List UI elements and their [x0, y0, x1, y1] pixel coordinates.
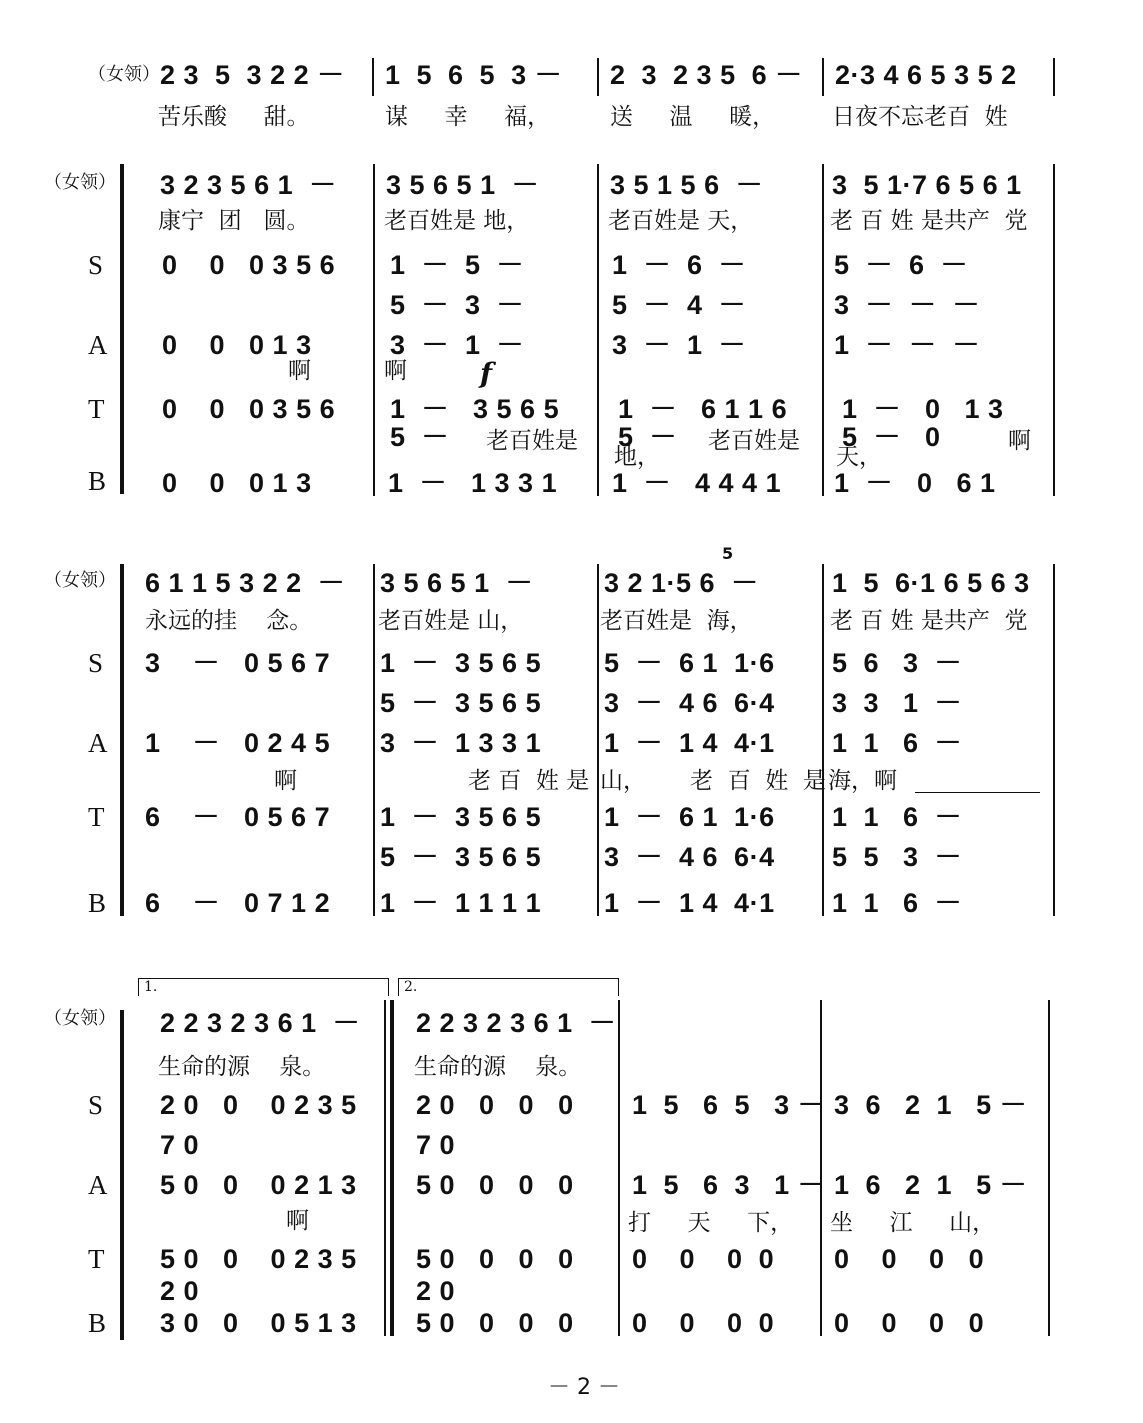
bass-notes: 0 0 0 1 3 [162, 468, 312, 498]
lyric: 送 温 暖， [610, 104, 776, 130]
voice-label-soprano: S [88, 250, 104, 280]
soprano-divisi-notes: 3 － － － [834, 290, 981, 320]
voice-label-bass: B [88, 1308, 107, 1338]
lead-lyric: 老百姓是 海， [600, 608, 753, 634]
bass-notes: 5 0 0 0 0 [416, 1308, 574, 1338]
bass-notes: 1 － 1 4 4·1 [604, 888, 775, 918]
lead-label: （女领） [88, 64, 160, 85]
voice-label-bass: B [88, 888, 107, 918]
alto-notes: 3 － 1 － [390, 330, 525, 360]
tenor-divisi-notes: 5 － [618, 422, 678, 452]
soprano-notes: 1 － 3 5 6 5 [380, 648, 542, 678]
tenor-lyric: 老百姓是 [708, 428, 800, 454]
alto-notes: 5 0 0 0 0 [416, 1170, 574, 1200]
bass-notes: 3 0 0 0 5 1 3 [160, 1308, 357, 1338]
alto-notes: 3 － 1 3 3 1 [380, 728, 542, 758]
lead-notes: 6 1 1 5 3 2 2 － [145, 568, 346, 598]
alto-lyric: 坐 江 山， [830, 1210, 996, 1236]
voice-label-soprano: S [88, 648, 104, 678]
soprano-notes: 2 0 0 0 2 3 5 [160, 1090, 357, 1120]
tenor-notes: 0 0 0 3 5 6 [162, 394, 336, 424]
soprano-notes: 5 － 6 1 1·6 [604, 648, 775, 678]
lead-label: （女领） [44, 172, 116, 193]
tenor-notes: 5 0 0 0 2 3 5 [160, 1244, 357, 1274]
voice-label-bass: B [88, 466, 107, 496]
voice-label-soprano: S [88, 1090, 104, 1120]
tenor-notes: 0 0 0 0 [834, 1244, 985, 1274]
tenor-divisi-notes: 2 0 [160, 1276, 200, 1306]
lead-notes: 3 5 1·7 6 5 6 1 [832, 170, 1022, 200]
tenor-lyric: 天， [836, 444, 882, 470]
tenor-divisi-notes: 3 － 4 6 6·4 [604, 842, 775, 872]
tenor-notes: 1 － 6 1 1 6 [618, 394, 788, 424]
alto-notes: 1 － 0 2 4 5 [145, 728, 331, 758]
tenor-notes: 1 － 6 1 1·6 [604, 802, 775, 832]
bass-notes: 0 0 0 0 [834, 1308, 985, 1338]
measure-notes: 2·3 4 6 5 3 5 2 [835, 60, 1017, 90]
tenor-divisi-notes: 5 － [390, 422, 450, 452]
system-bracket [120, 164, 124, 494]
bass-notes: 1 － 0 6 1 [834, 468, 996, 498]
tenor-divisi-notes: 5 5 3 － [832, 842, 963, 872]
voice-label-tenor: T [88, 394, 105, 424]
tenor-lyric: 啊 [1008, 428, 1031, 454]
alto-notes: 1 － 1 4 4·1 [604, 728, 775, 758]
lyric: 日夜不忘老百 姓 [832, 104, 1008, 130]
soprano-notes: 5 6 3 － [832, 648, 963, 678]
volta-1: 1. [144, 979, 158, 995]
tenor-notes: 1 － 3 5 6 5 [380, 802, 542, 832]
lead-lyric: 生命的源 泉。 [158, 1054, 326, 1080]
lead-notes: 3 5 6 5 1 － [386, 170, 540, 200]
lead-lyric: 老百姓是 地， [384, 208, 530, 234]
alto-lyric: 打 天 下， [628, 1210, 794, 1236]
alto-lyric: 啊 [274, 768, 297, 794]
soprano-notes: 0 0 0 3 5 6 [162, 250, 336, 280]
tenor-lyric: 老百姓是 [486, 428, 578, 454]
tenor-notes: 1 1 6 － [832, 802, 963, 832]
tenor-divisi-notes: 5 － 3 5 6 5 [380, 842, 542, 872]
tenor-notes: 0 0 0 0 [632, 1244, 775, 1274]
soprano-divisi-notes: 7 0 [160, 1130, 200, 1160]
soprano-notes: 3 6 2 1 5 － [834, 1090, 1028, 1120]
lead-notes: 3 2 1·5 6 － [604, 568, 759, 598]
voice-label-alto: A [88, 1170, 108, 1200]
soprano-divisi-notes: 5 － 3 － [390, 290, 525, 320]
measure-notes: 1 5 6 5 3 － [385, 60, 563, 90]
tenor-notes: 1 － 0 1 3 [842, 394, 1004, 424]
soprano-divisi-notes: 7 0 [416, 1130, 456, 1160]
soprano-notes: 2 0 0 0 0 [416, 1090, 574, 1120]
system-bracket [120, 1010, 124, 1340]
dynamic-forte: f [480, 357, 493, 390]
lead-lyric: 老百姓是 天， [608, 208, 754, 234]
alto-lyric: 啊 [288, 358, 311, 384]
lead-label: （女领） [44, 1008, 116, 1029]
alto-notes: 1 6 2 1 5 － [834, 1170, 1028, 1200]
measure-notes: 2 3 2 3 5 6 － [610, 60, 803, 90]
voice-label-alto: A [88, 728, 108, 758]
volta-2: 2. [404, 979, 418, 995]
lead-label: （女领） [44, 570, 116, 591]
tenor-lyric: 地， [614, 444, 660, 470]
tenor-divisi-notes: 2 0 [416, 1276, 456, 1306]
soprano-divisi-notes: 3 3 1 － [832, 688, 963, 718]
bass-notes: 0 0 0 0 [632, 1308, 775, 1338]
bass-notes: 1 － 1 1 1 1 [380, 888, 542, 918]
measure-notes: 2 3 5 3 2 2 － [160, 60, 345, 90]
lead-notes: 3 5 6 5 1 － [380, 568, 534, 598]
lyric: 谋 幸 福， [385, 104, 551, 130]
lead-lyric: 康宁 团 圆。 [158, 208, 310, 234]
lead-lyric: 永远的挂 念。 [145, 608, 313, 634]
soprano-notes: 1 5 6 5 3 － [632, 1090, 826, 1120]
lead-notes: 3 2 3 5 6 1 － [160, 170, 337, 200]
lead-notes: 2 2 3 2 3 6 1 － [160, 1008, 361, 1038]
bass-notes: 1 － 4 4 4 1 [612, 468, 782, 498]
soprano-notes: 5 － 6 － [834, 250, 969, 280]
soprano-divisi-notes: 5 － 3 5 6 5 [380, 688, 542, 718]
alto-notes: 3 － 1 － [612, 330, 747, 360]
tenor-notes: 6 － 0 5 6 7 [145, 802, 331, 832]
alto-lyric: 山， [600, 768, 646, 794]
alto-notes: 0 0 0 1 3 [162, 330, 312, 360]
tenor-notes: 5 0 0 0 0 [416, 1244, 574, 1274]
bass-notes: 1 1 6 － [832, 888, 963, 918]
lead-lyric: 老 百 姓 是共产 党 [830, 608, 1028, 634]
soprano-divisi-notes: 5 － 4 － [612, 290, 747, 320]
alto-lyric: 老 百 姓 是 [690, 768, 826, 794]
lead-lyric: 生命的源 泉。 [414, 1054, 582, 1080]
lead-notes: 2 2 3 2 3 6 1 － [416, 1008, 617, 1038]
voice-label-tenor: T [88, 1244, 105, 1274]
tenor-notes: 1 － 3 5 6 5 [390, 394, 560, 424]
alto-lyric: 啊 [286, 1208, 309, 1234]
lyric: 苦乐酸 甜。 [158, 104, 310, 130]
lead-notes: 3 5 1 5 6 － [610, 170, 764, 200]
alto-notes: 1 － － － [834, 330, 981, 360]
alto-notes: 1 1 6 － [832, 728, 963, 758]
bass-notes: 1 － 1 3 3 1 [388, 468, 558, 498]
soprano-notes: 3 － 0 5 6 7 [145, 648, 331, 678]
alto-lyric: 老 百 姓 是 [468, 768, 590, 794]
system-bracket [120, 564, 124, 916]
grace-note: 5 [722, 544, 734, 563]
soprano-notes: 1 － 6 － [612, 250, 747, 280]
voice-label-tenor: T [88, 802, 105, 832]
bass-notes: 6 － 0 7 1 2 [145, 888, 331, 918]
alto-lyric: 海，啊 [828, 768, 897, 794]
lead-notes: 1 5 6·1 6 5 6 3 [832, 568, 1030, 598]
soprano-notes: 1 － 5 － [390, 250, 525, 280]
alto-lyric: 啊 [384, 358, 407, 384]
voice-label-alto: A [88, 330, 108, 360]
soprano-divisi-notes: 3 － 4 6 6·4 [604, 688, 775, 718]
lead-lyric: 老百姓是 山， [378, 608, 524, 634]
lead-lyric: 老 百 姓 是共产 党 [830, 208, 1028, 234]
alto-notes: 1 5 6 3 1 － [632, 1170, 826, 1200]
tenor-divisi-notes: 5 － 0 [842, 422, 941, 452]
alto-notes: 5 0 0 0 2 1 3 [160, 1170, 357, 1200]
page-number: － 2 － [548, 1375, 620, 1400]
